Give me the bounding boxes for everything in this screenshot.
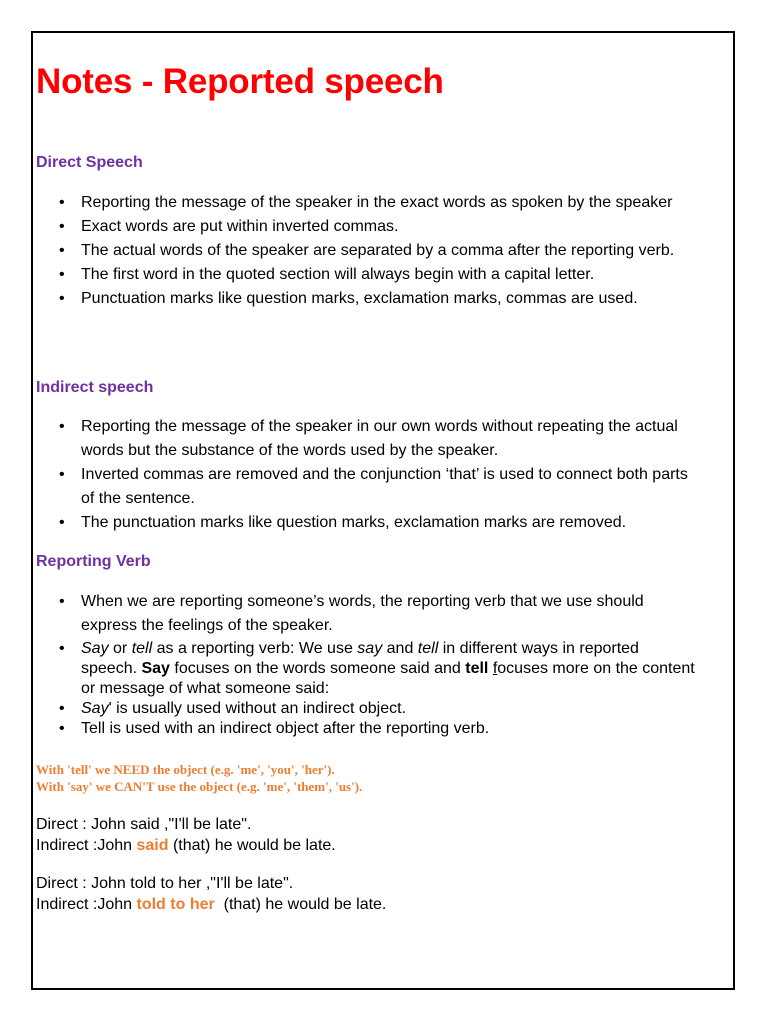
list-item: • Exact words are put within inverted commas. (36, 215, 696, 239)
example-2 (36, 873, 386, 915)
list-item: • Punctuation marks like question marks, exclamation marks, commas are used. (36, 287, 696, 311)
say-term: Say (81, 640, 109, 657)
highlight: told to her (136, 896, 215, 913)
direct-speech-list (36, 191, 696, 311)
example-indirect: Indirect :John told to her (that) he would be late. (36, 896, 387, 913)
indirect-speech-list (36, 415, 696, 535)
highlight: said (136, 837, 169, 854)
list-item: • The actual words of the speaker are separated by a comma after the reporting verb. (36, 239, 696, 263)
list-item: • Say or tell as a reporting verb: We use say and tell in different ways in reported speech. Say focuses on the words someone said and tell focuses more on the content or message of what someone said: (36, 639, 696, 699)
reporting-verb-heading: Reporting Verb (36, 553, 151, 570)
tell-term: tell (131, 640, 153, 657)
reporting-verb-list (36, 590, 696, 638)
say-note: With 'say' we CAN'T use the object (e.g. 'me', 'them', 'us'). (36, 779, 363, 794)
list-item: • When we are reporting someone’s words, the reporting verb that we use should express the feelings of the speaker. (36, 590, 696, 638)
list-item: • Reporting the message of the speaker in our own words without repeating the actual words but the substance of the words used by the speaker. (36, 415, 696, 463)
usage-note (36, 761, 362, 795)
reporting-verb-list-cont (36, 639, 696, 739)
list-item: • Say' is usually used without an indirect object. (36, 699, 696, 719)
list-item: • Reporting the message of the speaker in the exact words as spoken by the speaker (36, 191, 696, 215)
example-1 (36, 814, 336, 856)
list-item: • The first word in the quoted section will always begin with a capital letter. (36, 263, 696, 287)
example-direct: Direct : John told to her ,"I'll be late". (36, 875, 294, 892)
tell-note: With 'tell' we NEED the object (e.g. 'me', 'you', 'her'). (36, 762, 335, 777)
list-item: • Inverted commas are removed and the conjunction ‘that’ is used to connect both parts of the sentence. (36, 463, 696, 511)
list-item: • Tell is used with an indirect object after the reporting verb. (36, 719, 696, 739)
indirect-speech-heading: Indirect speech (36, 379, 154, 396)
direct-speech-heading: Direct Speech (36, 154, 143, 171)
list-item: • The punctuation marks like question marks, exclamation marks are removed. (36, 511, 696, 535)
example-direct: Direct : John said ,"I'll be late". (36, 816, 252, 833)
page-title: Notes - Reported speech (36, 62, 444, 101)
example-indirect: Indirect :John said (that) he would be late. (36, 837, 336, 854)
